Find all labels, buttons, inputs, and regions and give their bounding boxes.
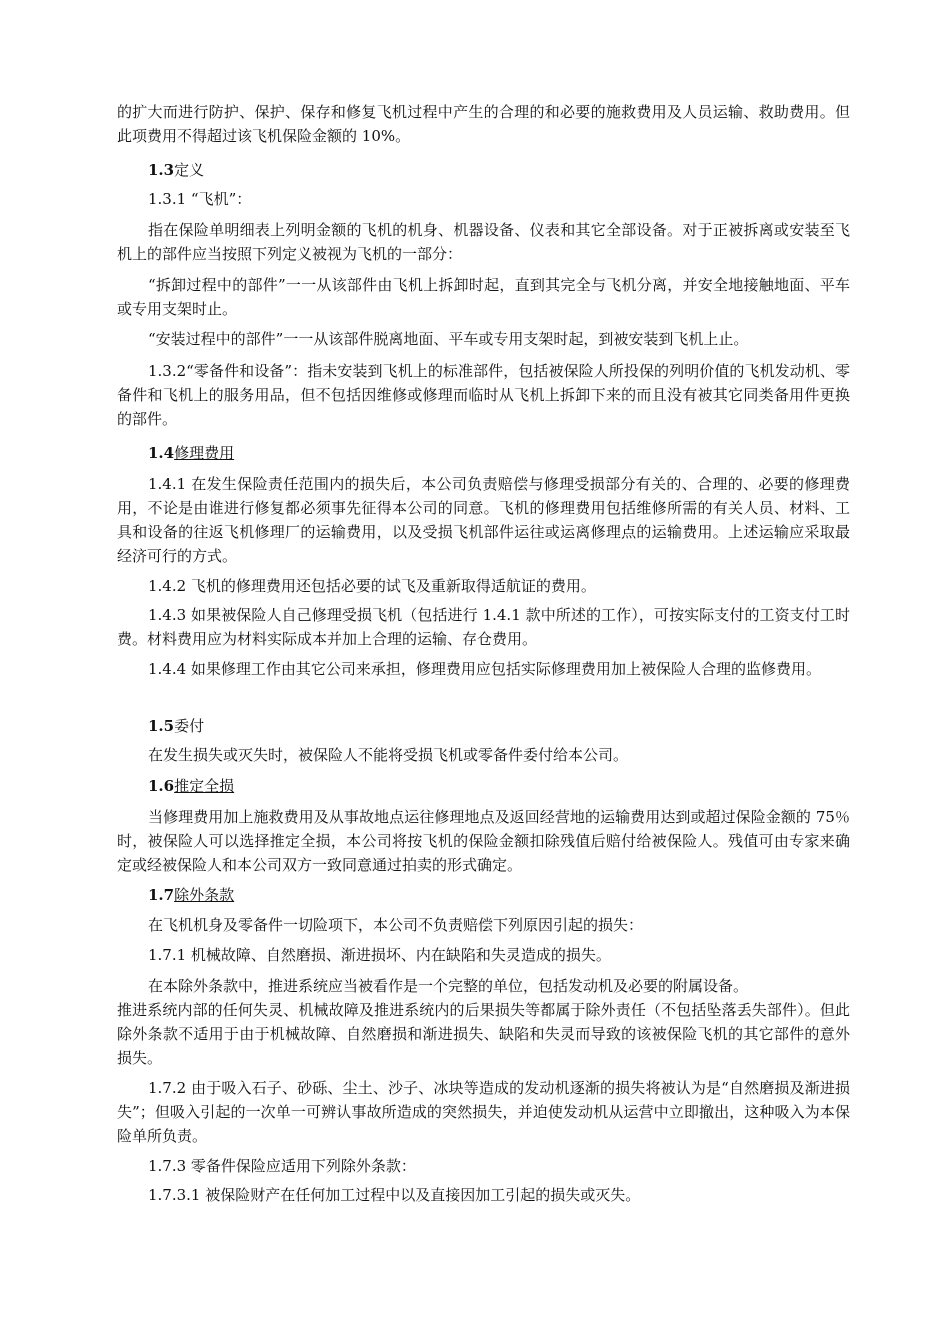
clause-1-7-1-detail: 推进系统内部的任何失灵、机械故障及推进系统内的后果损失等都属于除外责任（不包括坠落丢失部件）。但此除外条款不适用于由于机械故障、自然磨损和渐进损失、缺陷和失灵而导致的该被保险飞机的其它部件的意外损失。 [117, 1001, 850, 1067]
paragraph-removal-parts: “拆卸过程中的部件”一一从该部件由飞机上拆卸时起，直到其完全与飞机分离，并安全地接触地面、平车或专用支架时止。 [117, 276, 850, 318]
section-title: 推定全损 [174, 777, 235, 795]
clause-1-4-2: 1.4.2 飞机的修理费用还包括必要的试飞及重新取得适航证的费用。 [148, 577, 596, 595]
clause-1-3-1-body: 指在保险单明细表上列明金额的飞机的机身、机器设备、仪表和其它全部设备。对于正被拆离或安装至飞机上的部件应当按照下列定义被视为飞机的一部分： [117, 221, 850, 263]
section-heading-1-3 [117, 158, 850, 182]
section-title: 定义 [174, 161, 205, 179]
section-title: 除外条款 [174, 886, 235, 904]
clause-1-7-1-propulsion: 在本除外条款中，推进系统应当被看作是一个完整的单位，包括发动机及必要的附属设备。 [148, 977, 749, 995]
section-heading-1-5 [117, 714, 850, 738]
section-number: 1.7 [148, 886, 175, 904]
clause-1-4-1: 1.4.1 在发生保险责任范围内的损失后，本公司负责赔偿与修理受损部分有关的、合理的、必要的修理费用，不论是由谁进行修复都必须事先征得本公司的同意。飞机的修理费用包括维修所需的有关人员、材料、工具和设备的往返飞机修理厂的运输费用，以及受损飞机部件运往或运离修理点的运输费用。上述运输应采取最经济可行的方式。 [117, 475, 850, 565]
paragraph-1-5: 在发生损失或灭失时，被保险人不能将受损飞机或零备件委付给本公司。 [148, 746, 629, 764]
clause-1-7-2: 1.7.2 由于吸入石子、砂砾、尘土、沙子、冰块等造成的发动机逐渐的损失将被认为是“自然磨损及渐进损失”；但吸入引起的一次单一可辨认事故所造成的突然损失，并迫使发动机从运营中立即撤出，这种吸入为本保险单所负责。 [117, 1079, 850, 1145]
clause-1-7-3-1: 1.7.3.1 被保险财产在任何加工过程中以及直接因加工引起的损失或灭失。 [148, 1186, 641, 1204]
section-heading-1-4 [117, 441, 850, 465]
section-title: 修理费用 [174, 444, 235, 462]
clause-1-4-4: 1.4.4 如果修理工作由其它公司来承担，修理费用应包括实际修理费用加上被保险人合理的监修费用。 [148, 660, 821, 678]
section-title: 委付 [174, 717, 205, 735]
section-heading-1-6 [117, 774, 850, 798]
section-heading-1-7 [117, 883, 850, 907]
paragraph-1-7: 在飞机机身及零备件一切险项下，本公司不负责赔偿下列原因引起的损失： [148, 916, 644, 934]
paragraph-installation-parts: “安装过程中的部件”一一从该部件脱离地面、平车或专用支架时起，到被安装到飞机上止。 [148, 330, 749, 348]
section-number: 1.3 [148, 161, 175, 179]
paragraph-1-6: 当修理费用加上施救费用及从事故地点运往修理地点及返回经营地的运输费用达到或超过保险金额的 75％时，被保险人可以选择推定全损，本公司将按飞机的保险金额扣除残值后赔付给被保险人。残值可由专家来确定或经被保险人和本公司双方一致同意通过拍卖的形式确定。 [117, 808, 850, 874]
section-number: 1.6 [148, 777, 175, 795]
clause-1-7-1: 1.7.1 机械故障、自然磨损、渐进损坏、内在缺陷和失灵造成的损失。 [148, 946, 611, 964]
section-number: 1.5 [148, 717, 175, 735]
section-number: 1.4 [148, 444, 175, 462]
clause-1-3-1: 1.3.1 “飞机”： [148, 190, 252, 208]
clause-1-7-3: 1.7.3 零备件保险应适用下列除外条款： [148, 1157, 416, 1175]
clause-1-3-2: 1.3.2“零备件和设备”：指未安装到飞机上的标准部件，包括被保险人所投保的列明价值的飞机发动机、零备件和飞机上的服务用品，但不包括因维修或修理而临时从飞机上拆卸下来的而且没有被其它同类备用件更换的部件。 [117, 362, 850, 428]
paragraph-intro: 的扩大而进行防护、保护、保存和修复飞机过程中产生的合理的和必要的施救费用及人员运输、救助费用。但此项费用不得超过该飞机保险金额的 10%。 [117, 103, 850, 145]
clause-1-4-3: 1.4.3 如果被保险人自己修理受损飞机（包括进行 1.4.1 款中所述的工作），可按实际支付的工资支付工时费。材料费用应为材料实际成本并加上合理的运输、存仓费用。 [117, 606, 850, 648]
